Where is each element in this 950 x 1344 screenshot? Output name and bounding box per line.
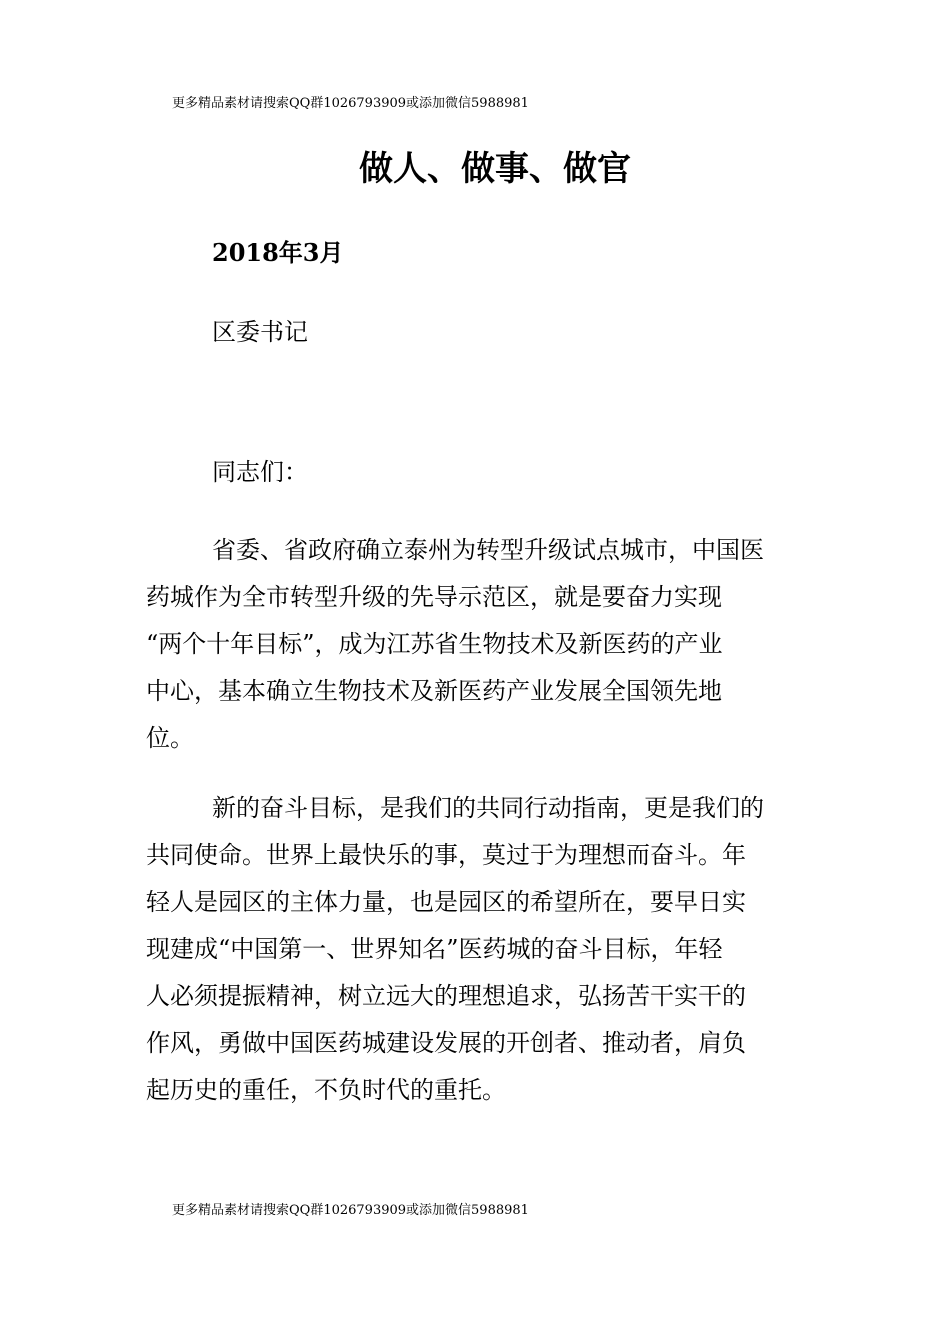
- document-author: 区委书记: [212, 318, 308, 346]
- paragraph-line: 中心，基本确立生物技术及新医药产业发展全国领先地: [146, 677, 722, 705]
- document-title: 做人、做事、做官: [359, 149, 631, 189]
- paragraph-line: 药城作为全市转型升级的先导示范区，就是要奋力实现: [146, 583, 722, 611]
- paragraph-line: 位。: [146, 724, 194, 752]
- paragraph-2: [146, 785, 806, 1114]
- paragraph-line: 新的奋斗目标，是我们的共同行动指南，更是我们的: [212, 794, 764, 822]
- footer-note: 更多精品素材请搜索QQ群1026793909或添加微信5988981: [172, 1203, 529, 1218]
- paragraph-line: 省委、省政府确立泰州为转型升级试点城市，中国医: [212, 536, 764, 564]
- paragraph-line: 轻人是园区的主体力量，也是园区的希望所在，要早日实: [146, 888, 746, 916]
- paragraph-line: 共同使命。世界上最快乐的事，莫过于为理想而奋斗。年: [146, 841, 746, 869]
- salutation: 同志们：: [212, 458, 308, 486]
- paragraph-line: 起历史的重任，不负时代的重托。: [146, 1076, 506, 1104]
- header-note: 更多精品素材请搜索QQ群1026793909或添加微信5988981: [172, 96, 529, 111]
- document-date: 2018年3月: [212, 238, 344, 267]
- paragraph-line: 现建成“中国第一、世界知名”医药城的奋斗目标，年轻: [146, 935, 723, 963]
- paragraph-line: “两个十年目标”，成为江苏省生物技术及新医药的产业: [146, 630, 723, 658]
- paragraph-1: [146, 527, 806, 762]
- paragraph-line: 作风，勇做中国医药城建设发展的开创者、推动者，肩负: [146, 1029, 746, 1057]
- paragraph-line: 人必须提振精神，树立远大的理想追求，弘扬苦干实干的: [146, 982, 746, 1010]
